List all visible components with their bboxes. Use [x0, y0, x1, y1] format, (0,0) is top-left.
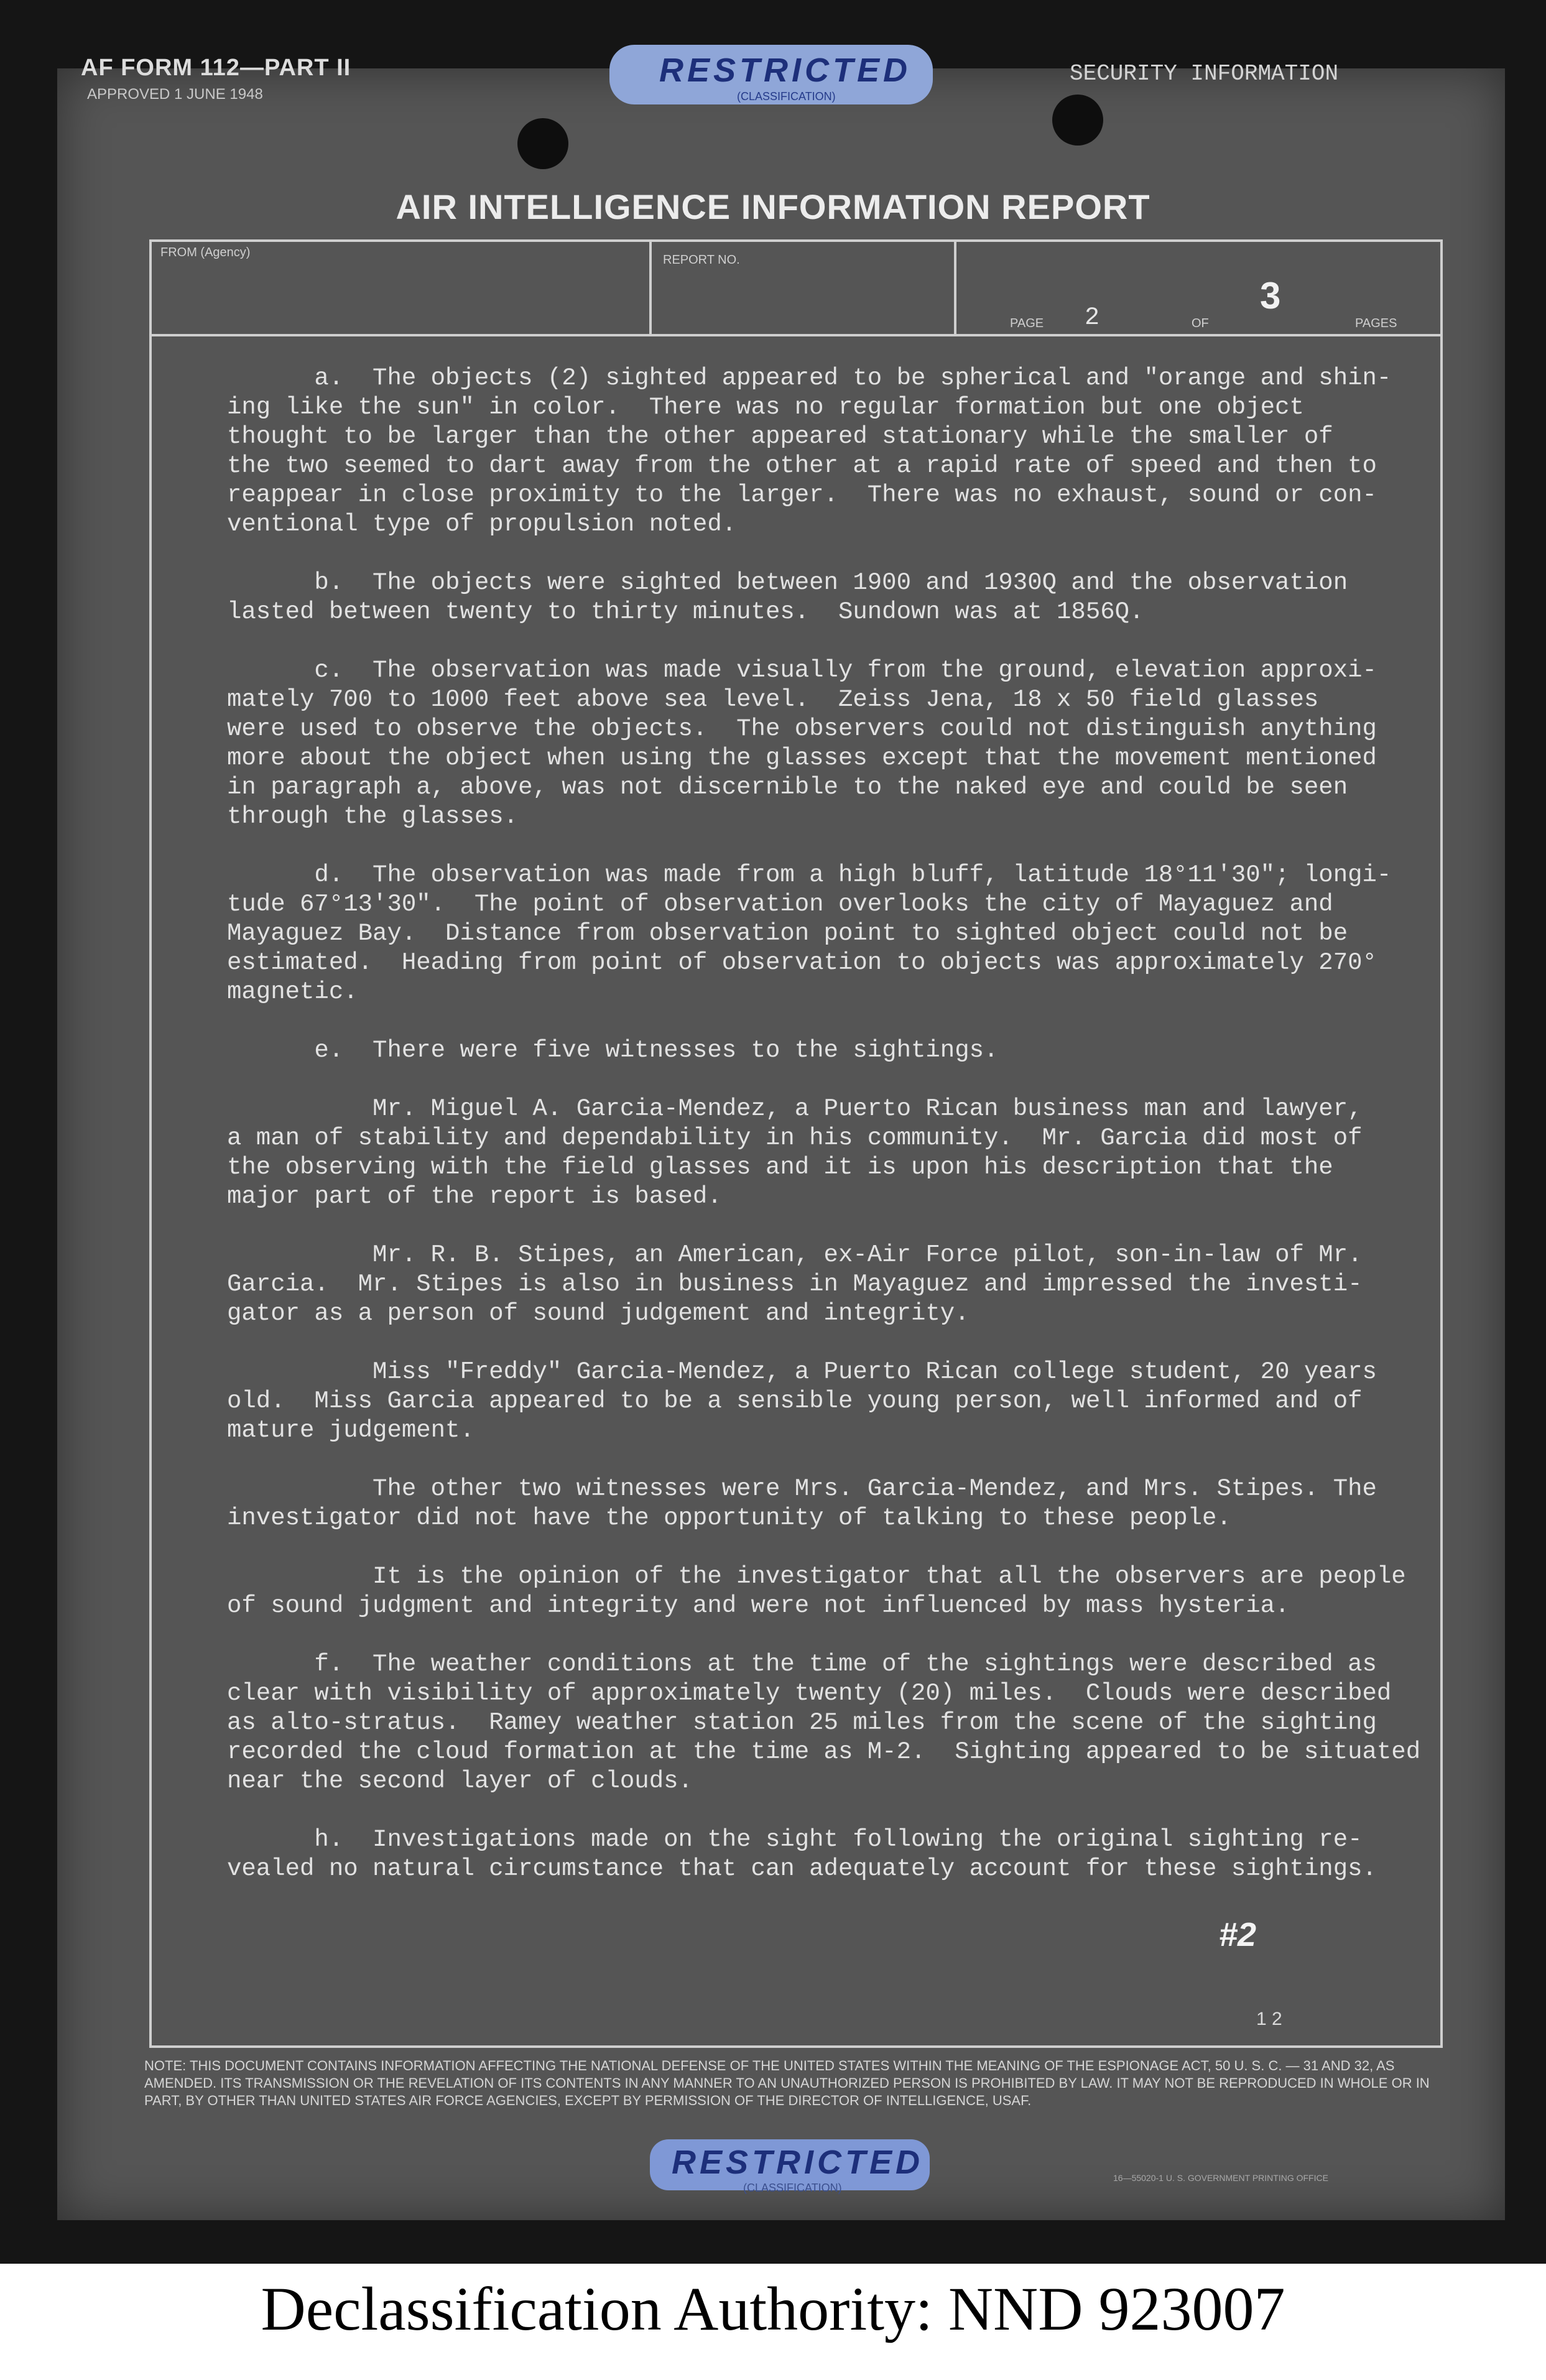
report-title: AIR INTELLIGENCE INFORMATION REPORT — [396, 187, 1150, 226]
security-information-label: SECURITY INFORMATION — [1070, 61, 1339, 86]
witness-stipes: Mr. R. B. Stipes, an American, ex-Air Force pilot, son-in-law of Mr. Garcia. Mr. Stipes is also in business in Mayaguez and impressed the investi- gator as a person of sound judgement and integrity. — [227, 1241, 1363, 1327]
pages-label: PAGES — [1355, 317, 1397, 330]
page-label: PAGE — [1010, 317, 1044, 330]
witness-freddy-garcia: Miss "Freddy" Garcia-Mendez, a Puerto Rican college student, 20 years old. Miss Garcia appeared to be a sensible young person, well informed and of mature judgement. — [227, 1358, 1377, 1444]
paragraph-c: c. The observation was made visually from the ground, elevation approxi- mately 700 to 1000 feet above sea level. Zeiss Jena, 18 x 50 field glasses were used to observe the objects. The observers could not distinguish anything more about the object when using the glasses except that the movement mentioned in paragraph a, above, was not discernible to the naked eye and could be seen through the glasses. — [227, 657, 1377, 830]
report-no-label: REPORT NO. — [663, 253, 740, 267]
form-header-row — [152, 242, 1440, 336]
classification-caption-top: (CLASSIFICATION) — [737, 90, 836, 103]
punch-hole-left — [517, 118, 568, 169]
other-witnesses: The other two witnesses were Mrs. Garcia-Mendez, and Mrs. Stipes. The investigator did not have the opportunity of talking to these people. — [227, 1475, 1377, 1532]
punch-hole-right — [1052, 95, 1103, 146]
restricted-stamp-bottom-text: RESTRICTED — [672, 2144, 924, 2181]
paragraph-a: a. The objects (2) sighted appeared to be spherical and "orange and shin- ing like the sun" in color. There was no regular formation but one object thought to be larger than the other appeared stationary while the smaller of the two seemed to dart away from the other at a rapid rate of speed and then to reappear in close proximity to the larger. There was no exhaust, sound or con- ventional type of propulsion noted. — [227, 364, 1392, 538]
page-number: 2 — [1085, 304, 1100, 332]
restricted-stamp-top-text: RESTRICTED — [659, 52, 912, 89]
of-label: OF — [1192, 317, 1209, 330]
approval-date: APPROVED 1 JUNE 1948 — [87, 86, 263, 103]
classification-caption-bottom: (CLASSIFICATION) — [743, 2182, 842, 2194]
investigator-opinion: It is the opinion of the investigator that all the observers are people of sound judgment and integrity and were not influenced by mass hysteria. — [227, 1563, 1406, 1619]
header-divider — [954, 242, 956, 334]
total-pages: 3 — [1260, 275, 1281, 317]
header-divider — [649, 242, 652, 334]
handwritten-page-mark: #2 — [1219, 1916, 1257, 1953]
witness-garcia-mendez: Mr. Miguel A. Garcia-Mendez, a Puerto Rican business man and lawyer, a man of stability and dependability in his community. Mr. Garcia did most of the observing with the field glasses and it is upon his description that the major part of the report is based. — [227, 1095, 1363, 1210]
form-number: AF FORM 112—PART II — [81, 55, 351, 81]
declassification-footer: Declassification Authority: NND 923007 — [261, 2274, 1285, 2343]
paragraph-h: h. Investigations made on the sight following the original sighting re- vealed no natural circumstance that can adequately account for these sightings. — [227, 1826, 1377, 1882]
small-page-mark: 1 2 — [1256, 2009, 1282, 2029]
espionage-act-note: NOTE: THIS DOCUMENT CONTAINS INFORMATION AFFECTING THE NATIONAL DEFENSE OF THE UNITED STATES WITHIN THE MEANING OF THE ESPIONAGE ACT, 50 U. S. C. — 31 AND 32, AS AMENDED. ITS TRANSMISSION OR THE REVELATION OF ITS CONTENTS IN ANY MANNER TO AN UNAUTHORIZED PERSON IS PROHIBITED BY LAW. IT MAY NOT BE REPRODUCED IN WHOLE OR IN PART, BY OTHER THAN UNITED STATES AIR FORCE AGENCIES, EXCEPT BY PERMISSION OF THE DIRECTOR OF INTELLIGENCE, USAF. — [144, 2058, 1430, 2108]
report-body — [227, 364, 1421, 1913]
from-agency-label: FROM (Agency) — [160, 246, 251, 259]
paragraph-f: f. The weather conditions at the time of the sightings were described as clear with visibility of approximately twenty (20) miles. Clouds were described as alto-stratus. Ramey weather station 25 miles from the scene of the sighting recorded the cloud formation at the time as M-2. Sighting appeared to be situated near the second layer of clouds. — [227, 1651, 1421, 1795]
paragraph-e: e. There were five witnesses to the sightings. — [227, 1037, 999, 1064]
paragraph-b: b. The objects were sighted between 1900 and 1930Q and the observation lasted between twenty to thirty minutes. Sundown was at 1856Q. — [227, 569, 1348, 626]
printing-office-code: 16—55020-1 U. S. GOVERNMENT PRINTING OFFICE — [1113, 2173, 1328, 2183]
paragraph-d: d. The observation was made from a high bluff, latitude 18°11'30"; longi- tude 67°13'30". The point of observation overlooks the city of Mayaguez and Mayaguez Bay. Distance from observation point to sighted object could not be estimated. Heading from point of observation to objects was approximately 270° magnetic. — [227, 861, 1392, 1006]
